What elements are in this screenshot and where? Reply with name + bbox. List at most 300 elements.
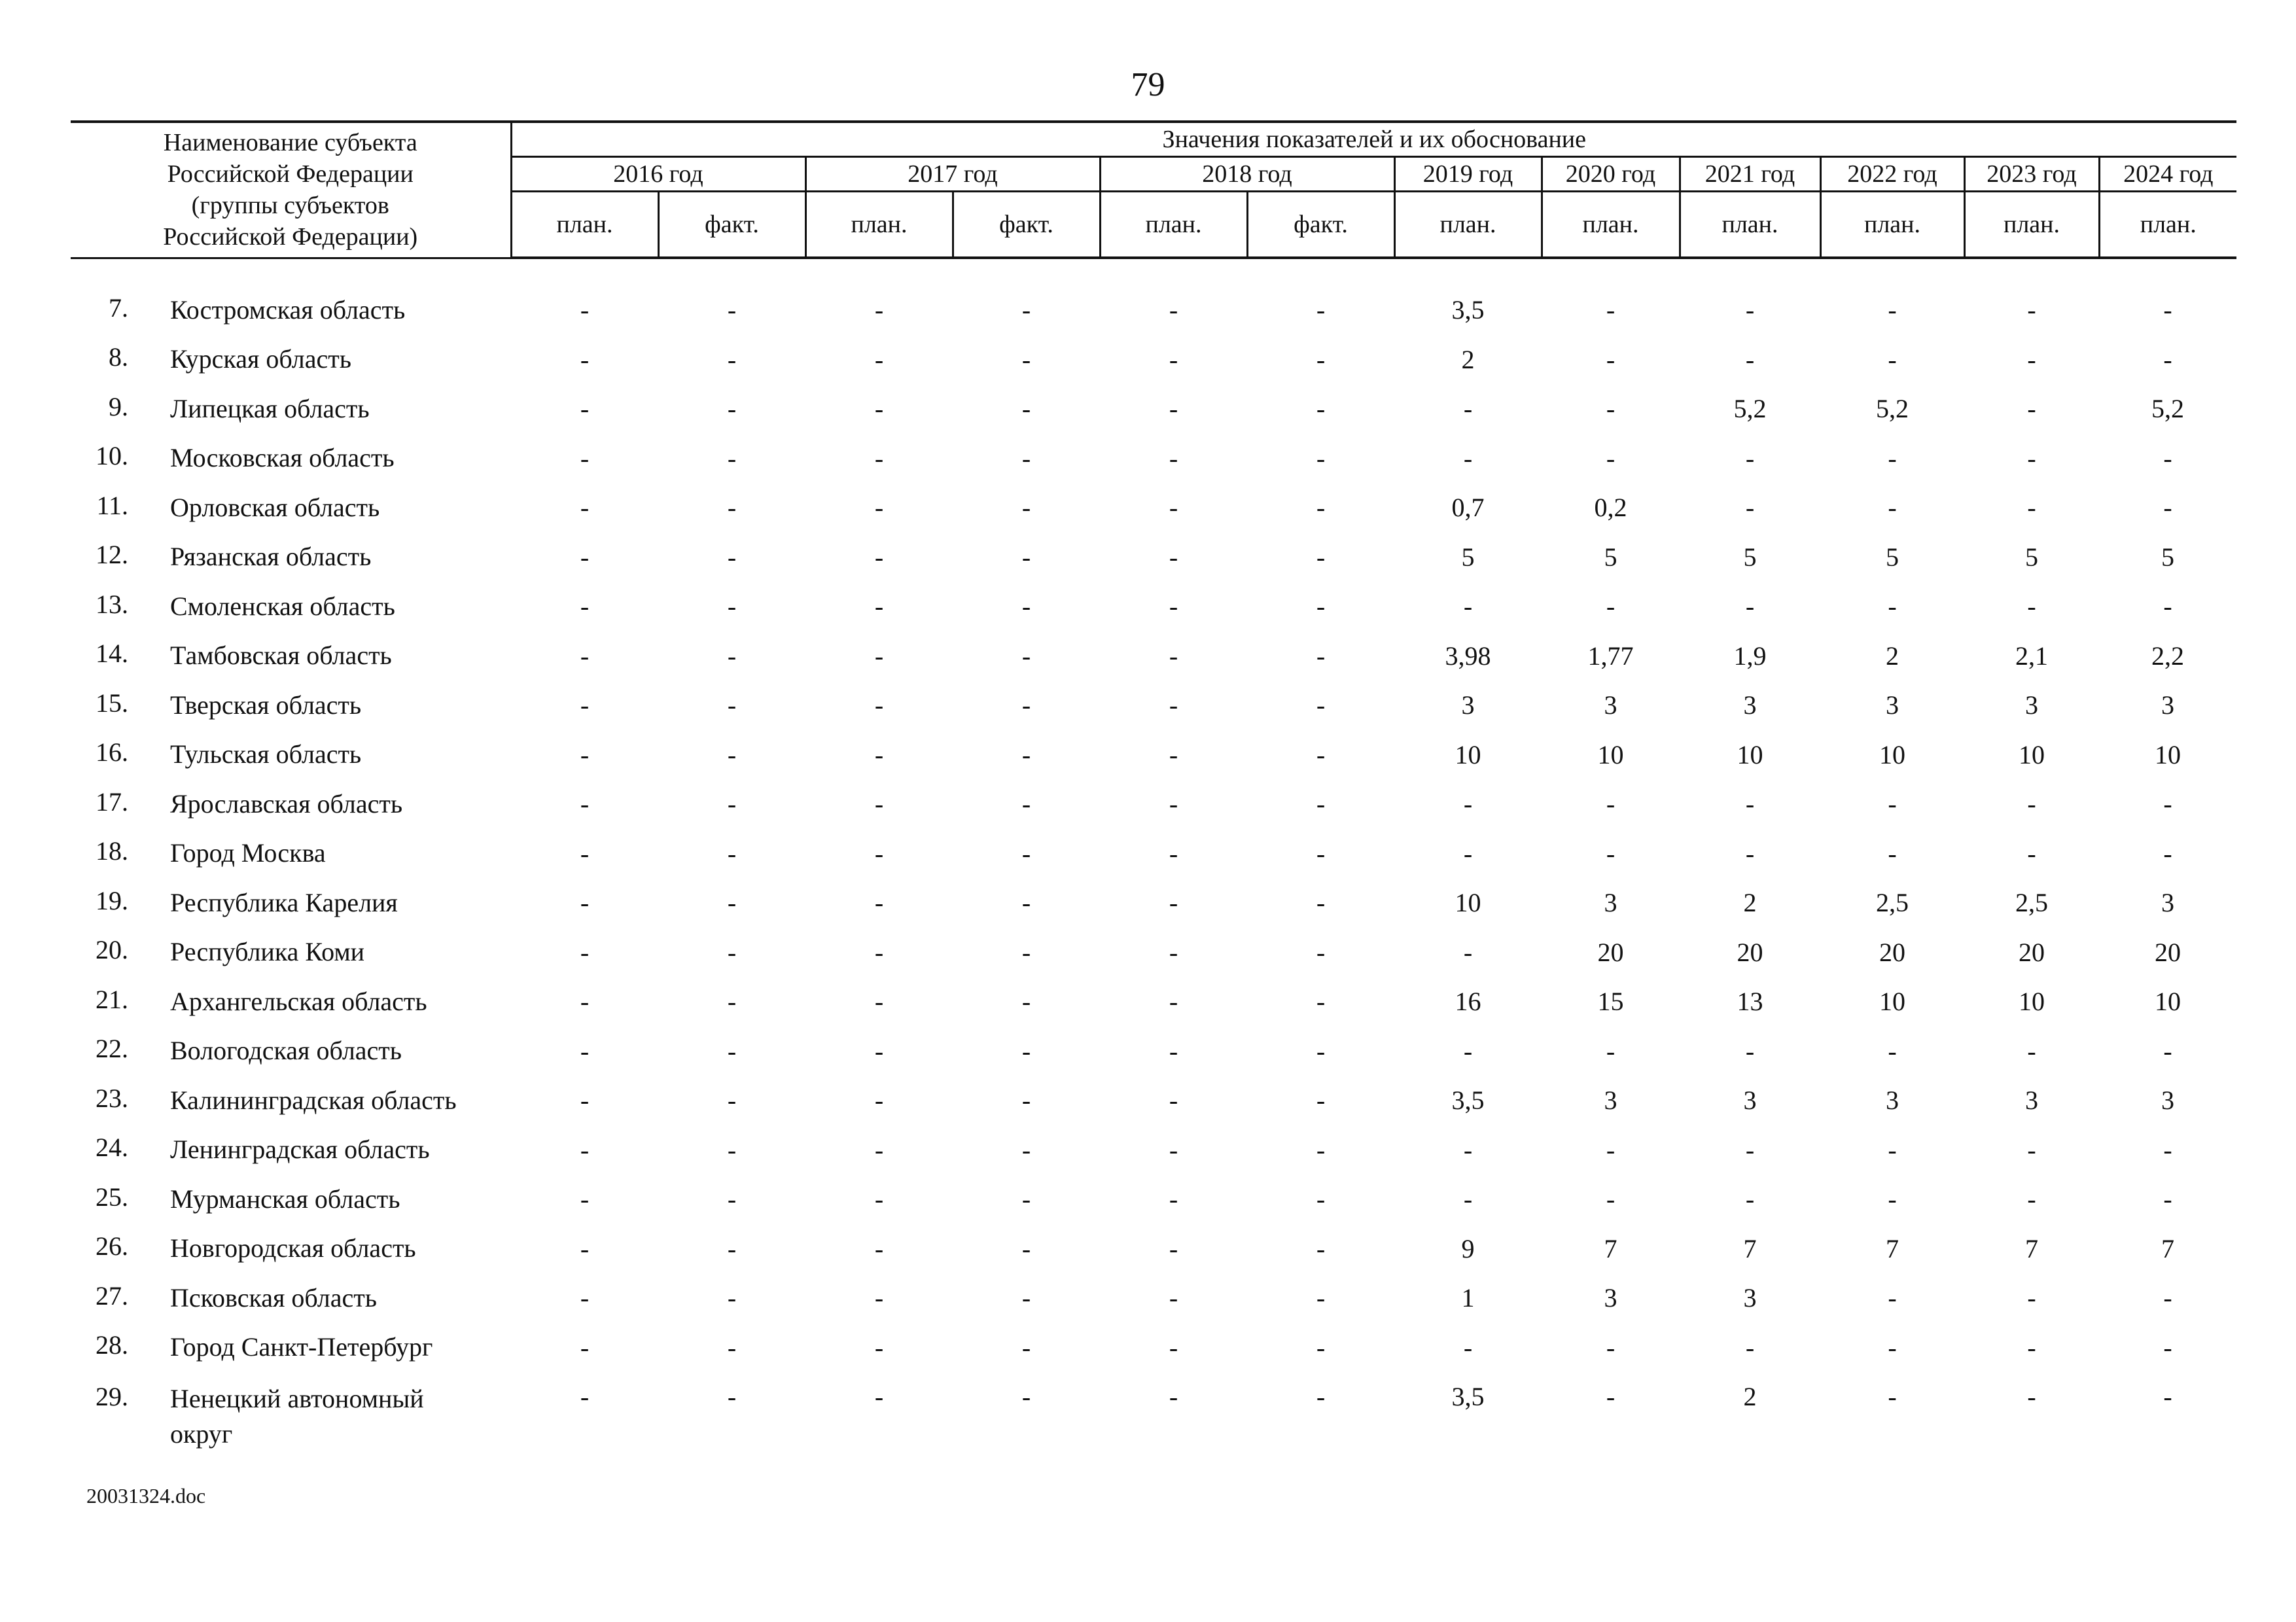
value-cell: - xyxy=(727,1382,737,1411)
value-cell: - xyxy=(1606,1382,1616,1411)
name-header-line: Российской Федерации) xyxy=(163,223,418,251)
value-cell: - xyxy=(2027,1036,2036,1066)
value-cell: - xyxy=(2027,1332,2036,1362)
value-cell: 5 xyxy=(2025,542,2038,572)
value-cell: - xyxy=(1888,443,1897,473)
value-cell: - xyxy=(874,937,884,967)
row-label-cell xyxy=(71,928,511,978)
value-cell: 20 xyxy=(2019,937,2045,967)
value-cell: 3 xyxy=(2025,1085,2038,1116)
value-cell: - xyxy=(727,443,737,473)
sub-header-cell: план. xyxy=(1680,192,1820,258)
value-cell: 20 xyxy=(1597,937,1624,967)
value-cell: - xyxy=(874,591,884,622)
value-cell: 10 xyxy=(1597,739,1624,769)
value-cell: 7 xyxy=(2161,1233,2175,1263)
value-cell: - xyxy=(1021,443,1031,473)
value-cell: - xyxy=(1316,1233,1326,1263)
value-cell: - xyxy=(580,1085,590,1116)
value-cell: - xyxy=(580,789,590,819)
value-cell: 5,2 xyxy=(1876,394,1909,424)
value-cell: - xyxy=(1316,641,1326,671)
value-cell: - xyxy=(2163,1283,2172,1313)
name-header-line: (группы субъектов xyxy=(191,192,389,220)
value-cell: - xyxy=(727,493,737,523)
row-label-cell xyxy=(71,779,511,829)
value-cell: 2,5 xyxy=(2015,888,2048,918)
value-cell: - xyxy=(2027,344,2036,374)
value-cell: - xyxy=(1021,987,1031,1017)
region-name: Московская область xyxy=(170,443,395,473)
value-cell: 3 xyxy=(1461,690,1475,720)
row-label-cell xyxy=(71,1076,511,1125)
value-cell: - xyxy=(1021,542,1031,572)
value-cell: - xyxy=(1888,591,1897,622)
value-cell: - xyxy=(874,1036,884,1066)
value-cell: - xyxy=(1021,1233,1031,1263)
value-cell: - xyxy=(2163,1135,2172,1165)
value-cell: - xyxy=(727,690,737,720)
table-row xyxy=(71,1125,2236,1175)
value-cell: - xyxy=(1463,789,1473,819)
row-label-cell xyxy=(71,730,511,780)
value-cell: - xyxy=(2027,838,2036,868)
row-number: 10. xyxy=(96,441,128,471)
value-cell: - xyxy=(1169,591,1178,622)
value-cell: 10 xyxy=(1879,739,1905,769)
table-row xyxy=(71,680,2236,730)
row-label-cell xyxy=(71,1273,511,1323)
value-cell: - xyxy=(1169,1283,1178,1313)
value-cell: - xyxy=(1169,641,1178,671)
sub-header-cell: план. xyxy=(1964,192,2099,258)
region-name: Ненецкий автономный округ xyxy=(170,1384,424,1449)
value-cell: 7 xyxy=(1743,1233,1757,1263)
region-name: Город Москва xyxy=(170,838,326,868)
value-cell: - xyxy=(1169,1382,1178,1411)
year-header-2021: 2021 год xyxy=(1680,157,1820,192)
value-cell: - xyxy=(874,1135,884,1165)
year-header-2020: 2020 год xyxy=(1542,157,1680,192)
value-cell: - xyxy=(1745,1135,1755,1165)
region-name: Республика Коми xyxy=(170,937,365,967)
value-cell: - xyxy=(1169,295,1178,325)
value-cell: - xyxy=(580,344,590,374)
row-label-cell xyxy=(71,1224,511,1274)
value-cell: 3 xyxy=(1604,1085,1617,1116)
value-cell: - xyxy=(874,1184,884,1214)
value-cell: 13 xyxy=(1737,987,1763,1017)
indicator-table xyxy=(71,120,2236,1453)
value-cell: - xyxy=(1021,1184,1031,1214)
value-cell: - xyxy=(2163,295,2172,325)
value-cell: - xyxy=(1169,937,1178,967)
table-row xyxy=(71,1224,2236,1274)
value-cell: - xyxy=(874,1382,884,1411)
region-name: Вологодская область xyxy=(170,1036,402,1066)
value-cell: - xyxy=(580,1382,590,1411)
value-cell: - xyxy=(1606,1332,1616,1362)
value-cell: - xyxy=(874,838,884,868)
value-cell: - xyxy=(874,1332,884,1362)
value-cell: - xyxy=(1463,1332,1473,1362)
row-number: 16. xyxy=(96,737,128,767)
value-cell: - xyxy=(1316,739,1326,769)
row-number: 23. xyxy=(96,1083,128,1113)
value-cell: - xyxy=(2027,591,2036,622)
value-cell: 5,2 xyxy=(2151,394,2185,424)
value-cell: 5 xyxy=(1886,542,1899,572)
value-cell: 7 xyxy=(1604,1233,1617,1263)
row-label-cell xyxy=(71,977,511,1027)
row-number: 22. xyxy=(96,1034,128,1064)
value-cell: 9 xyxy=(1461,1233,1475,1263)
value-cell: 10 xyxy=(2019,987,2045,1017)
value-cell: - xyxy=(2027,443,2036,473)
region-name: Архангельская область xyxy=(170,986,427,1016)
row-label-cell xyxy=(71,258,511,335)
value-cell: - xyxy=(2027,1135,2036,1165)
value-cell: - xyxy=(1316,344,1326,374)
value-cell: 3 xyxy=(1743,1085,1757,1116)
value-cell: - xyxy=(1021,591,1031,622)
value-cell: - xyxy=(1021,493,1031,523)
table-row xyxy=(71,977,2236,1027)
value-cell: 10 xyxy=(1455,888,1481,918)
value-cell: - xyxy=(580,295,590,325)
row-number: 28. xyxy=(96,1330,128,1360)
row-number: 7. xyxy=(109,292,128,323)
value-cell: - xyxy=(1021,739,1031,769)
value-cell: - xyxy=(1021,937,1031,967)
value-cell: - xyxy=(580,394,590,424)
value-cell: - xyxy=(580,987,590,1017)
value-cell: - xyxy=(727,789,737,819)
value-cell: - xyxy=(1021,394,1031,424)
value-cell: - xyxy=(1316,1184,1326,1214)
value-cell: - xyxy=(727,987,737,1017)
region-name: Рязанская область xyxy=(170,542,372,572)
value-cell: 16 xyxy=(1455,987,1481,1017)
row-label-cell xyxy=(71,533,511,582)
table-row xyxy=(71,384,2236,434)
value-cell: - xyxy=(1888,789,1897,819)
value-cell: - xyxy=(727,591,737,622)
table-row xyxy=(71,434,2236,484)
value-cell: - xyxy=(1888,1135,1897,1165)
value-cell: - xyxy=(2163,1184,2172,1214)
region-name: Калининградская область xyxy=(170,1085,457,1115)
value-cell: - xyxy=(1745,443,1755,473)
region-name: Республика Карелия xyxy=(170,887,398,917)
region-name: Смоленская область xyxy=(170,591,395,621)
value-cell: - xyxy=(1021,690,1031,720)
sub-header-cell: план. xyxy=(1394,192,1542,258)
value-cell: - xyxy=(1463,1135,1473,1165)
value-cell: - xyxy=(1169,789,1178,819)
value-cell: 3 xyxy=(2161,690,2175,720)
value-cell: - xyxy=(727,838,737,868)
value-cell: 5,2 xyxy=(1733,394,1767,424)
sub-header-cell: план. xyxy=(805,192,953,258)
value-cell: - xyxy=(874,394,884,424)
value-cell: - xyxy=(1169,1135,1178,1165)
region-name: Тульская область xyxy=(170,739,362,769)
row-number: 20. xyxy=(96,935,128,965)
region-name: Курская область xyxy=(170,344,351,374)
value-cell: 2 xyxy=(1743,1382,1757,1411)
row-number: 17. xyxy=(96,786,128,817)
value-cell: - xyxy=(1316,1283,1326,1313)
row-label-cell xyxy=(71,434,511,484)
value-cell: - xyxy=(1169,443,1178,473)
year-header-2019: 2019 год xyxy=(1394,157,1542,192)
region-name: Орловская область xyxy=(170,492,380,522)
sub-header-cell: план. xyxy=(1542,192,1680,258)
value-cell: - xyxy=(1745,1332,1755,1362)
value-cell: 5 xyxy=(2161,542,2175,572)
table-header xyxy=(71,122,2236,258)
row-label-cell xyxy=(71,1323,511,1373)
value-cell: - xyxy=(1316,1036,1326,1066)
value-cell: - xyxy=(874,344,884,374)
page-number: 79 xyxy=(1131,66,1165,103)
value-cell: - xyxy=(874,1233,884,1263)
value-cell: - xyxy=(1606,344,1616,374)
value-cell: 2,2 xyxy=(2151,641,2185,671)
value-cell: - xyxy=(2163,1036,2172,1066)
value-cell: - xyxy=(1316,394,1326,424)
value-cell: 0,7 xyxy=(1451,493,1485,523)
value-cell: - xyxy=(1745,789,1755,819)
value-cell: - xyxy=(1606,1036,1616,1066)
table-row xyxy=(71,779,2236,829)
sub-header-cell: план. xyxy=(2099,192,2236,258)
value-cell: 3,5 xyxy=(1451,1085,1485,1116)
value-cell: - xyxy=(727,394,737,424)
table-row xyxy=(71,582,2236,631)
row-number: 8. xyxy=(109,342,128,372)
table-row xyxy=(71,533,2236,582)
value-cell: - xyxy=(1888,493,1897,523)
value-cell: - xyxy=(1021,789,1031,819)
value-cell: - xyxy=(727,1036,737,1066)
value-cell: - xyxy=(1169,344,1178,374)
value-cell: - xyxy=(727,937,737,967)
row-number: 27. xyxy=(96,1280,128,1311)
value-cell: 10 xyxy=(1455,739,1481,769)
year-header-2024: 2024 год xyxy=(2099,157,2236,192)
name-column-header xyxy=(71,122,511,258)
value-cell: 3 xyxy=(1604,888,1617,918)
value-cell: 20 xyxy=(1879,937,1905,967)
value-cell: - xyxy=(1316,1332,1326,1362)
value-cell: 3 xyxy=(1604,1283,1617,1313)
value-cell: - xyxy=(1169,888,1178,918)
value-cell: - xyxy=(1606,394,1616,424)
value-cell: - xyxy=(727,344,737,374)
value-cell: 3,5 xyxy=(1451,295,1485,325)
value-cell: - xyxy=(874,295,884,325)
sub-header-cell: план. xyxy=(1100,192,1247,258)
value-cell: - xyxy=(1463,591,1473,622)
value-cell: 3 xyxy=(2025,690,2038,720)
value-cell: 2,5 xyxy=(1876,888,1909,918)
row-number: 11. xyxy=(96,490,128,520)
value-cell: 5 xyxy=(1743,542,1757,572)
year-header-2018: 2018 год xyxy=(1100,157,1394,192)
value-cell: - xyxy=(2163,591,2172,622)
value-cell: - xyxy=(1021,1085,1031,1116)
value-cell: - xyxy=(1316,493,1326,523)
row-label-cell xyxy=(71,1174,511,1224)
row-label-cell xyxy=(71,829,511,879)
year-header-2023: 2023 год xyxy=(1964,157,2099,192)
value-cell: 1,77 xyxy=(1587,641,1634,671)
value-cell: - xyxy=(727,542,737,572)
value-cell: - xyxy=(580,493,590,523)
value-cell: - xyxy=(1888,1036,1897,1066)
value-cell: - xyxy=(727,888,737,918)
value-cell: 7 xyxy=(2025,1233,2038,1263)
value-cell: - xyxy=(1169,1085,1178,1116)
row-number: 13. xyxy=(96,589,128,619)
value-cell: - xyxy=(1169,1184,1178,1214)
value-cell: - xyxy=(1316,443,1326,473)
row-label-cell xyxy=(71,483,511,533)
value-cell: - xyxy=(580,1233,590,1263)
row-number: 15. xyxy=(96,688,128,718)
value-cell: 3 xyxy=(1886,690,1899,720)
value-cell: - xyxy=(1606,789,1616,819)
value-cell: 3 xyxy=(1886,1085,1899,1116)
year-header-2022: 2022 год xyxy=(1820,157,1964,192)
row-number: 18. xyxy=(96,836,128,866)
value-cell: - xyxy=(1463,394,1473,424)
value-cell: 0,2 xyxy=(1594,493,1627,523)
value-cell: 3 xyxy=(2161,888,2175,918)
table-row xyxy=(71,928,2236,978)
value-cell: - xyxy=(1316,789,1326,819)
value-cell: 20 xyxy=(1737,937,1763,967)
value-cell: - xyxy=(1463,1184,1473,1214)
value-cell: - xyxy=(727,1184,737,1214)
value-cell: - xyxy=(1316,542,1326,572)
value-cell: - xyxy=(580,690,590,720)
value-cell: - xyxy=(1888,838,1897,868)
value-cell: - xyxy=(1021,1283,1031,1313)
value-cell: - xyxy=(1745,493,1755,523)
table-row xyxy=(71,335,2236,385)
value-cell: - xyxy=(1888,1382,1897,1411)
value-cell: - xyxy=(1316,591,1326,622)
value-cell: - xyxy=(2027,394,2036,424)
value-cell: - xyxy=(1745,344,1755,374)
value-cell: - xyxy=(1745,1036,1755,1066)
value-cell: - xyxy=(1169,542,1178,572)
value-cell: - xyxy=(1606,838,1616,868)
value-cell: - xyxy=(2163,789,2172,819)
region-name: Костромская область xyxy=(170,294,406,325)
row-number: 14. xyxy=(96,639,128,669)
value-cell: 3 xyxy=(1743,1283,1757,1313)
sub-header-cell: план. xyxy=(511,192,658,258)
value-cell: - xyxy=(1169,493,1178,523)
value-cell: - xyxy=(1169,987,1178,1017)
value-cell: - xyxy=(874,888,884,918)
row-number: 29. xyxy=(96,1382,128,1411)
value-cell: - xyxy=(874,739,884,769)
value-cell: - xyxy=(1463,937,1473,967)
value-cell: 3 xyxy=(1604,690,1617,720)
row-number: 24. xyxy=(96,1133,128,1163)
row-number: 21. xyxy=(96,984,128,1014)
value-cell: - xyxy=(727,295,737,325)
value-cell: - xyxy=(580,888,590,918)
region-name: Тверская область xyxy=(170,690,362,720)
value-cell: - xyxy=(727,1135,737,1165)
region-name: Новгородская область xyxy=(170,1233,416,1263)
value-cell: - xyxy=(580,1283,590,1313)
indicator-table-container xyxy=(71,120,2236,1453)
value-cell: - xyxy=(727,1332,737,1362)
value-cell: - xyxy=(874,789,884,819)
value-cell: - xyxy=(1316,838,1326,868)
row-number: 25. xyxy=(96,1182,128,1212)
value-cell: 3,5 xyxy=(1451,1382,1485,1411)
value-cell: - xyxy=(1169,1036,1178,1066)
value-cell: - xyxy=(1021,1135,1031,1165)
value-cell: 15 xyxy=(1597,987,1624,1017)
value-cell: - xyxy=(874,987,884,1017)
value-cell: - xyxy=(1021,888,1031,918)
region-name: Псковская область xyxy=(170,1282,377,1313)
value-cell: - xyxy=(727,1283,737,1313)
value-cell: - xyxy=(727,641,737,671)
value-cell: - xyxy=(874,542,884,572)
value-cell: - xyxy=(1463,443,1473,473)
value-cell: - xyxy=(2163,493,2172,523)
value-cell: - xyxy=(874,1085,884,1116)
value-cell: - xyxy=(727,1233,737,1263)
value-cell: 10 xyxy=(2155,739,2181,769)
region-name: Город Санкт-Петербург xyxy=(170,1332,433,1362)
value-cell: - xyxy=(874,1283,884,1313)
table-row xyxy=(71,1273,2236,1323)
value-cell: - xyxy=(1316,987,1326,1017)
value-cell: - xyxy=(580,739,590,769)
value-cell: 2 xyxy=(1743,888,1757,918)
value-cell: - xyxy=(2163,443,2172,473)
value-cell: - xyxy=(1316,1135,1326,1165)
value-cell: 5 xyxy=(1461,542,1475,572)
value-cell: - xyxy=(580,641,590,671)
table-row xyxy=(71,878,2236,928)
table-row xyxy=(71,829,2236,879)
value-cell: - xyxy=(1745,1184,1755,1214)
value-cell: 10 xyxy=(1879,987,1905,1017)
value-cell: 2 xyxy=(1461,344,1475,374)
value-cell: - xyxy=(1888,1283,1897,1313)
value-cell: - xyxy=(580,1332,590,1362)
value-cell: 1,9 xyxy=(1733,641,1767,671)
value-cell: - xyxy=(1169,690,1178,720)
value-cell: 2,1 xyxy=(2015,641,2048,671)
value-cell: - xyxy=(1169,838,1178,868)
row-number: 26. xyxy=(96,1231,128,1261)
table-row xyxy=(71,1323,2236,1373)
value-cell: - xyxy=(2027,1382,2036,1411)
